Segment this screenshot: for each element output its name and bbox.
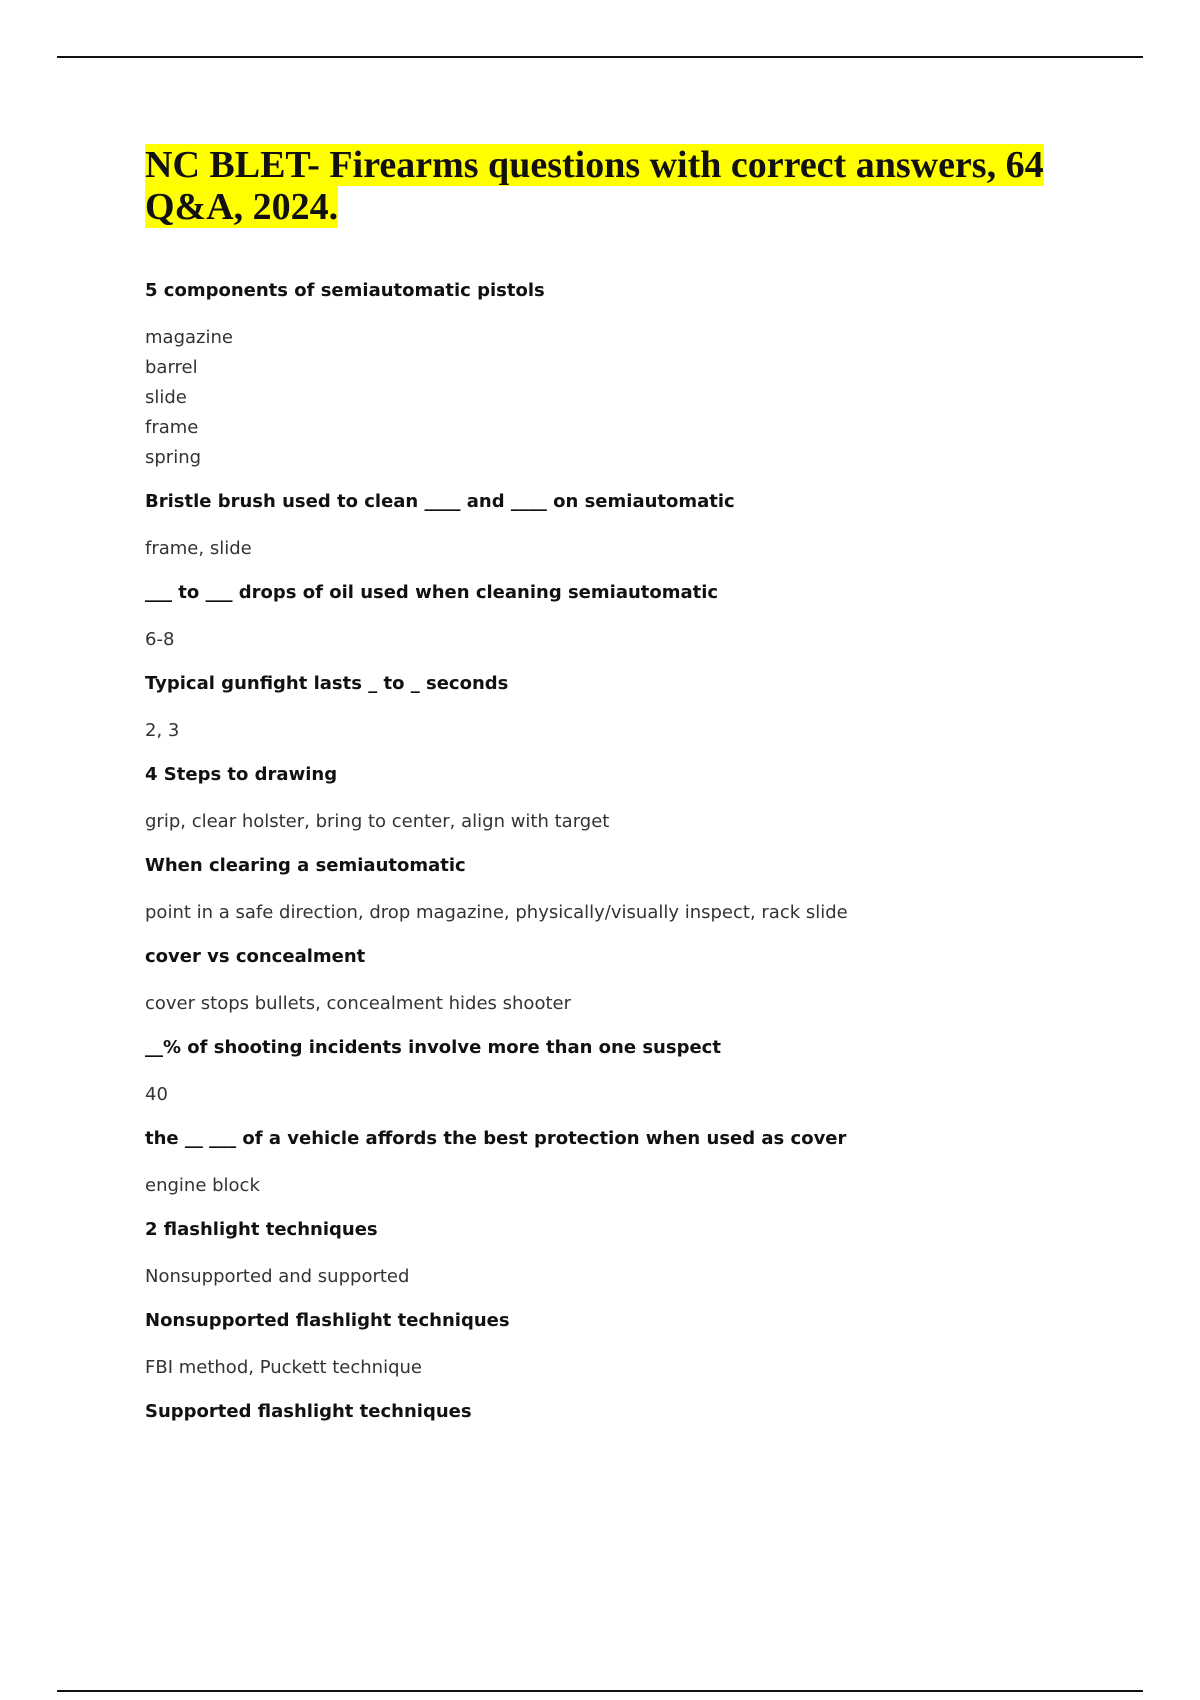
- answer-text: [145, 989, 1075, 1019]
- qa-item: [145, 580, 1075, 655]
- answer-line: point in a safe direction, drop magazine, physically/visually inspect, rack slide: [145, 902, 848, 923]
- document-title: [145, 144, 1075, 228]
- answer-line: barrel: [145, 357, 198, 378]
- answer-text: [145, 898, 1075, 928]
- question-text: 4 Steps to drawing: [145, 764, 338, 785]
- qa-item: [145, 278, 1075, 473]
- qa-item: [145, 1308, 1075, 1383]
- question-text: Typical gunfight lasts _ to _ seconds: [145, 673, 509, 694]
- answer-text: [145, 1080, 1075, 1110]
- qa-item: [145, 762, 1075, 837]
- question-text: Bristle brush used to clean ____ and ____ on semiautomatic: [145, 491, 735, 512]
- answer-text: [145, 323, 1075, 473]
- question-text: __% of shooting incidents involve more than one suspect: [145, 1037, 721, 1058]
- document-body: [145, 144, 1075, 1444]
- qa-item: [145, 489, 1075, 564]
- answer-text: [145, 807, 1075, 837]
- qa-list: [145, 278, 1075, 1425]
- question-text: ___ to ___ drops of oil used when cleaning semiautomatic: [145, 582, 719, 603]
- qa-item: [145, 853, 1075, 928]
- answer-line: slide: [145, 387, 187, 408]
- top-rule: [57, 56, 1143, 58]
- qa-item: [145, 944, 1075, 1019]
- answer-line: grip, clear holster, bring to center, align with target: [145, 811, 610, 832]
- answer-line: frame: [145, 417, 199, 438]
- answer-line: 40: [145, 1084, 168, 1105]
- answer-line: spring: [145, 447, 202, 468]
- answer-text: [145, 625, 1075, 655]
- answer-line: 2, 3: [145, 720, 180, 741]
- answer-line: frame, slide: [145, 538, 252, 559]
- answer-line: FBI method, Puckett technique: [145, 1357, 422, 1378]
- answer-line: cover stops bullets, concealment hides shooter: [145, 993, 571, 1014]
- answer-text: [145, 1262, 1075, 1292]
- answer-line: 6-8: [145, 629, 175, 650]
- answer-line: engine block: [145, 1175, 260, 1196]
- question-text: the __ ___ of a vehicle affords the best protection when used as cover: [145, 1128, 847, 1149]
- answer-text: [145, 1171, 1075, 1201]
- question-text: When clearing a semiautomatic: [145, 855, 466, 876]
- qa-item: [145, 671, 1075, 746]
- bottom-rule: [57, 1690, 1143, 1692]
- answer-text: [145, 1353, 1075, 1383]
- question-text: Nonsupported flashlight techniques: [145, 1310, 510, 1331]
- qa-item: [145, 1399, 1075, 1425]
- qa-item: [145, 1126, 1075, 1201]
- question-text: 2 flashlight techniques: [145, 1219, 378, 1240]
- qa-item: [145, 1035, 1075, 1110]
- question-text: 5 components of semiautomatic pistols: [145, 280, 545, 301]
- question-text: Supported flashlight techniques: [145, 1401, 472, 1422]
- document-title-text: NC BLET- Firearms questions with correct answers, 64 Q&A, 2024.: [145, 144, 1044, 228]
- qa-item: [145, 1217, 1075, 1292]
- answer-text: [145, 534, 1075, 564]
- question-text: cover vs concealment: [145, 946, 366, 967]
- answer-line: Nonsupported and supported: [145, 1266, 410, 1287]
- answer-line: magazine: [145, 327, 233, 348]
- answer-text: [145, 716, 1075, 746]
